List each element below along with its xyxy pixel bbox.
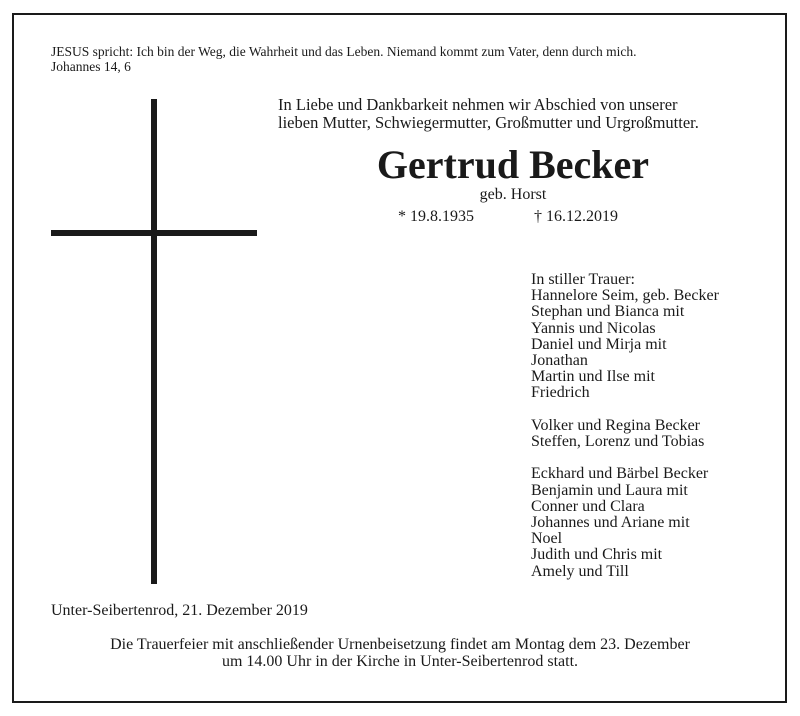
mourner-line: Benjamin und Laura mit bbox=[531, 481, 688, 499]
mourner-line: Martin und Ilse mit bbox=[531, 368, 655, 386]
mourner-line: Jonathan bbox=[531, 352, 588, 370]
birth-date: * 19.8.1935 bbox=[398, 208, 474, 225]
mourner-line: Hannelore Seim, geb. Becker bbox=[531, 287, 719, 305]
intro-line: lieben Mutter, Schwiegermutter, Großmutter und Urgroßmutter. bbox=[278, 113, 699, 132]
mourner-line: Volker und Regina Becker bbox=[531, 416, 700, 434]
cross-icon-vertical-bar bbox=[151, 99, 157, 584]
funeral-line: Die Trauerfeier mit anschließender Urnenbeisetzung findet am Montag dem 23. Dezember bbox=[110, 636, 690, 653]
place-and-date: Unter-Seibertenrod, 21. Dezember 2019 bbox=[51, 602, 308, 619]
bible-verse bbox=[51, 44, 637, 74]
mourner-line: Daniel und Mirja mit bbox=[531, 335, 667, 353]
cross-icon-horizontal-bar bbox=[51, 230, 257, 236]
mourner-line: Judith und Chris mit bbox=[531, 546, 663, 564]
intro-line: In Liebe und Dankbarkeit nehmen wir Abschied von unserer bbox=[278, 95, 678, 114]
group-spacer bbox=[531, 450, 719, 466]
mourner-line: Stephan und Bianca mit bbox=[531, 303, 685, 321]
funeral-notice bbox=[40, 636, 760, 670]
group-spacer bbox=[531, 402, 719, 418]
verse-text: JESUS spricht: Ich bin der Weg, die Wahrheit und das Leben. Niemand kommt zum Vater, denn durch mich. bbox=[51, 44, 637, 59]
mourner-line: Yannis und Nicolas bbox=[531, 319, 656, 337]
mourner-line: Friedrich bbox=[531, 384, 590, 402]
maiden-name: geb. Horst bbox=[479, 186, 547, 203]
mourners-heading: In stiller Trauer: bbox=[531, 271, 635, 288]
mourner-line: Conner und Clara bbox=[531, 497, 645, 515]
mourner-line: Steffen, Lorenz und Tobias bbox=[531, 433, 705, 451]
funeral-line: um 14.00 Uhr in der Kirche in Unter-Seibertenrod statt. bbox=[221, 653, 579, 670]
mourner-line: Eckhard und Bärbel Becker bbox=[531, 465, 709, 483]
mourners-list bbox=[531, 272, 719, 580]
mourner-line: Amely und Till bbox=[531, 562, 629, 580]
farewell-intro bbox=[278, 96, 748, 132]
verse-reference: Johannes 14, 6 bbox=[51, 59, 131, 74]
deceased-name: Gertrud Becker bbox=[376, 142, 650, 187]
death-date: † 16.12.2019 bbox=[534, 208, 618, 225]
mourner-line: Johannes und Ariane mit bbox=[531, 514, 690, 532]
mourner-line: Noel bbox=[531, 530, 563, 548]
